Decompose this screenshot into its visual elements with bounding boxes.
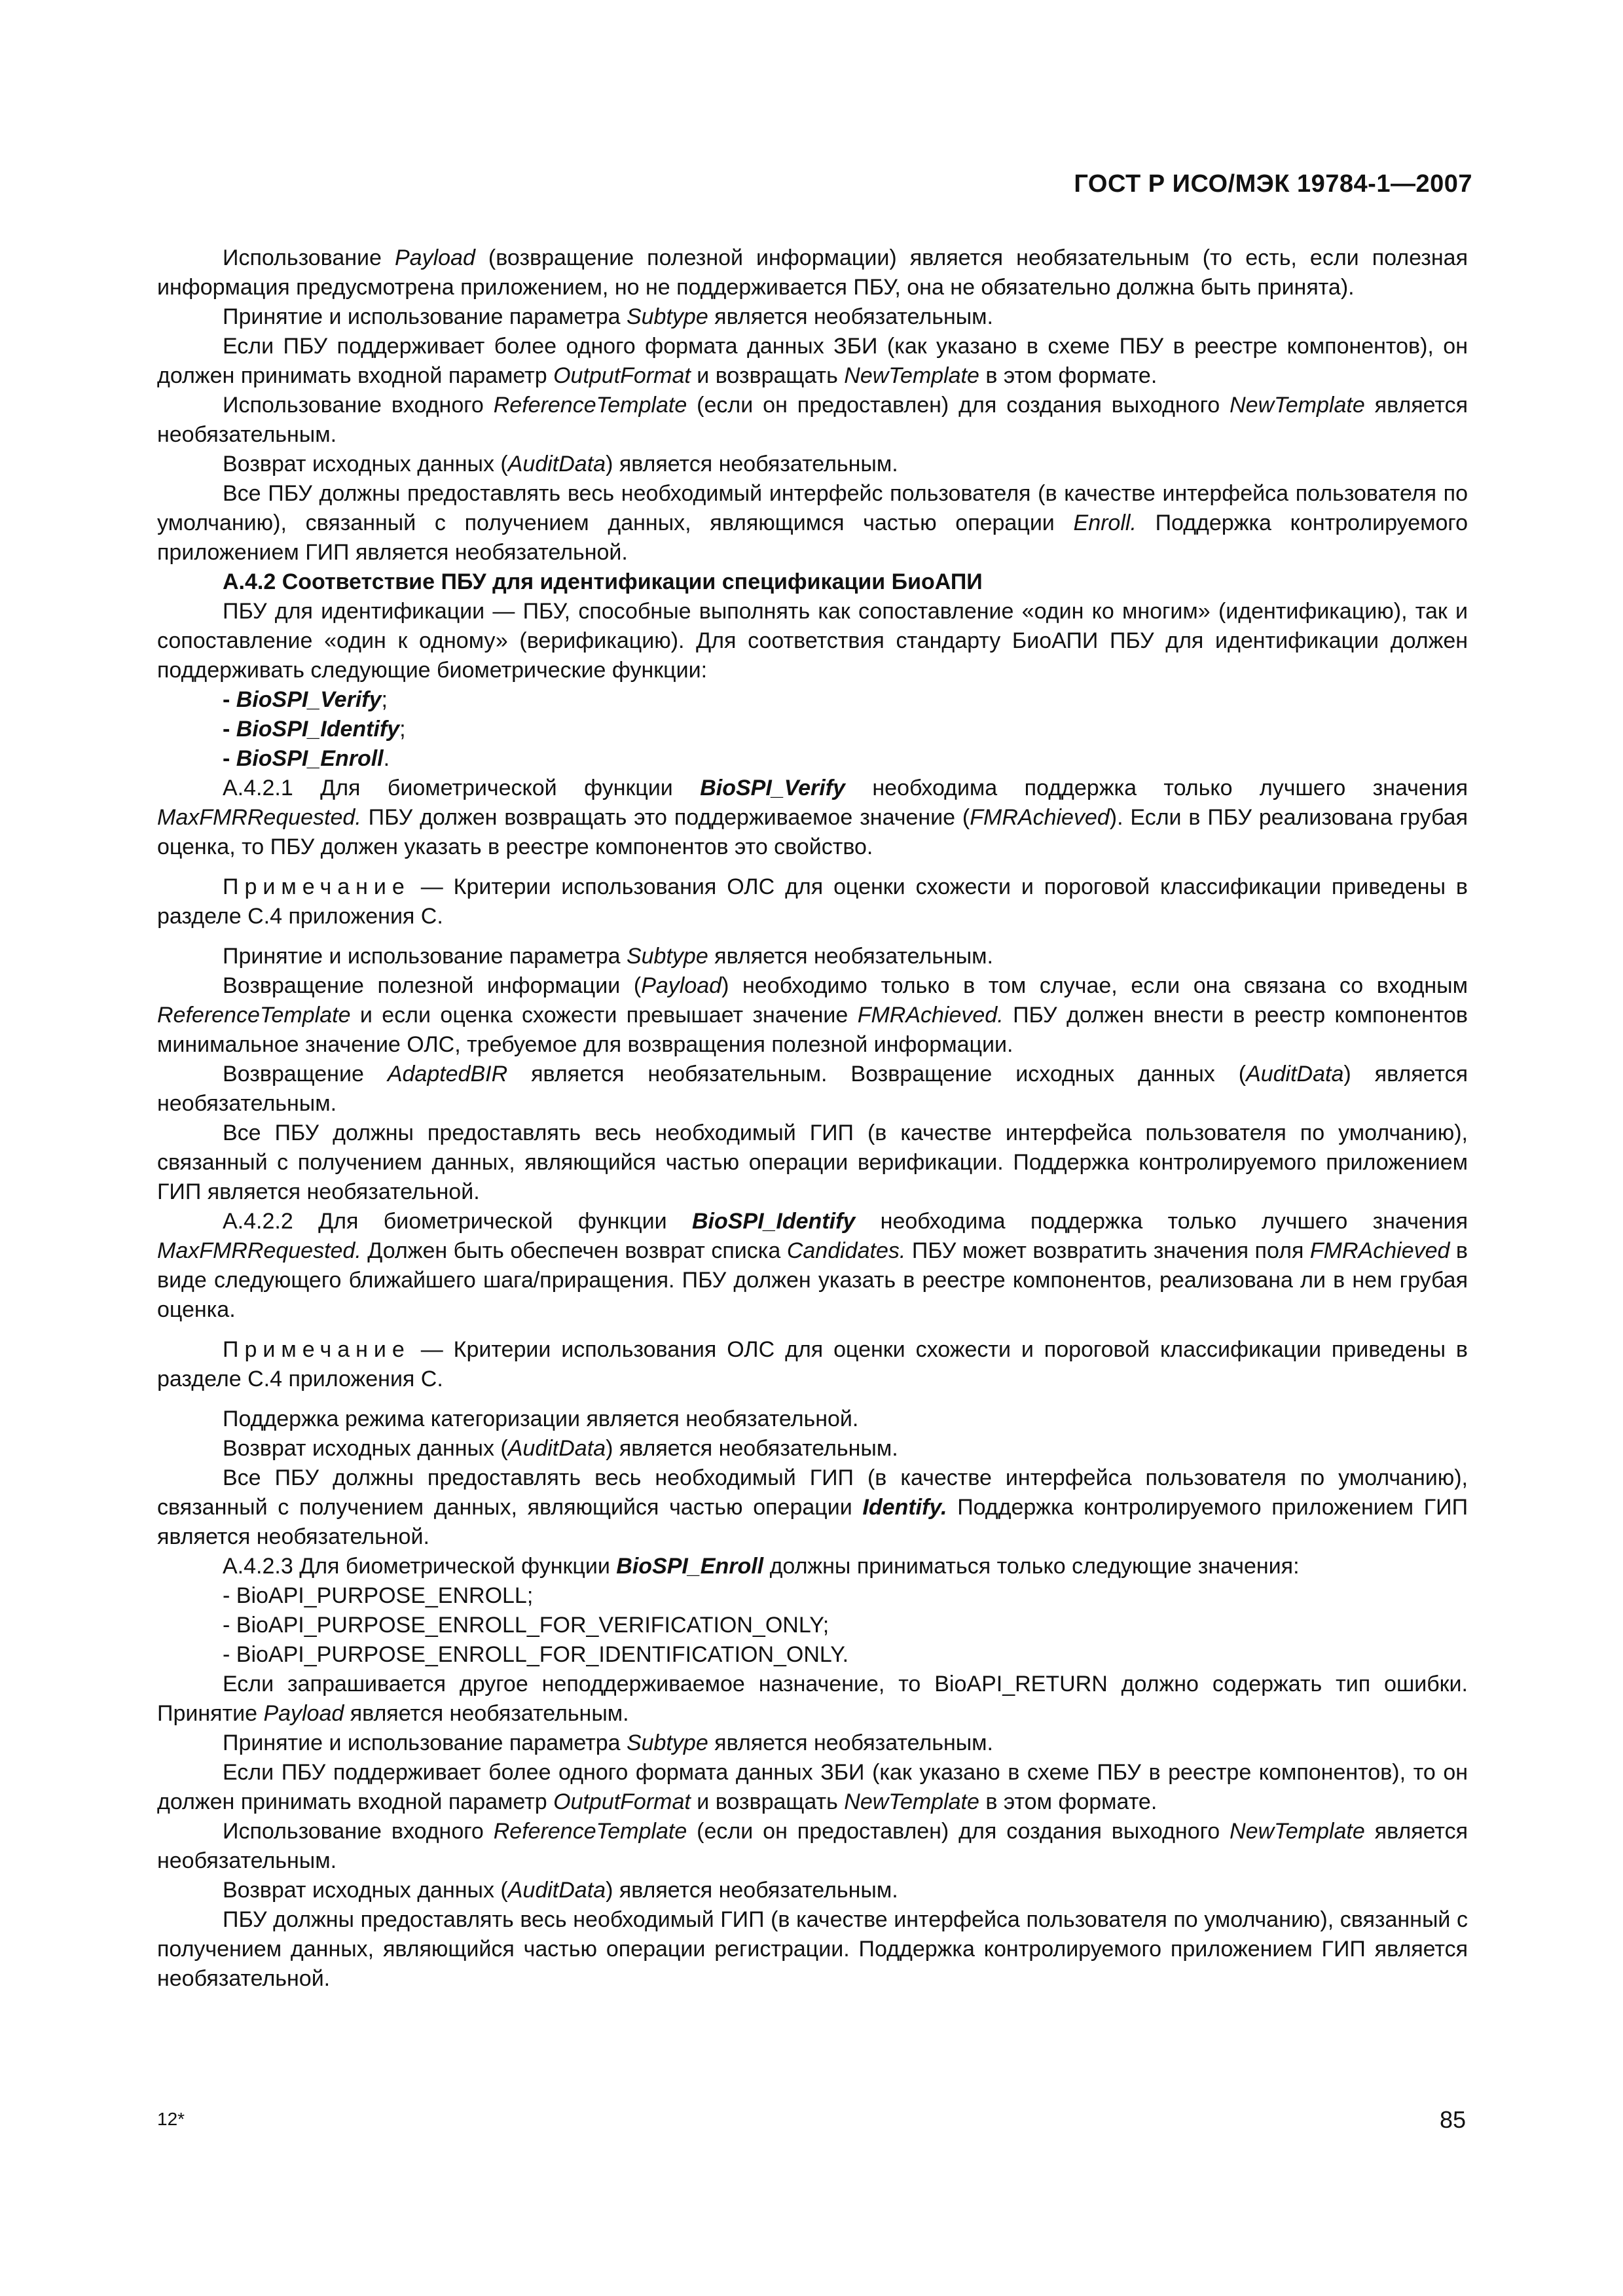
paragraph: А.4.2.3 Для биометрической функции BioSPI_Enroll должны приниматься только следующие значения: — [223, 1554, 1300, 1579]
paragraph: Если ПБУ поддерживает более одного формата данных ЗБИ (как указано в схеме ПБУ в реестре компонентов), он должен принимать входной параметр OutputFormat и возвращать NewTemplate в этом формате. — [157, 334, 1468, 388]
paragraph: Возврат исходных данных (AuditData) является необязательным. — [223, 1878, 898, 1903]
paragraph: А.4.2.1 Для биометрической функции BioSPI_Verify необходима поддержка только лучшего значения MaxFMRRequested. ПБУ должен возвращать это поддерживаемое значение (FMRAchieved). Если в ПБУ реализована грубая оценка, то ПБУ должен указать в реестре компонентов это свойство. — [157, 776, 1468, 859]
standard-header: ГОСТ Р ИСО/МЭК 19784-1—2007 — [1074, 170, 1472, 198]
section-heading: А.4.2 Соответствие ПБУ для идентификации спецификации БиоАПИ — [223, 569, 983, 594]
paragraph: ПБУ должны предоставлять весь необходимый ГИП (в качестве интерфейса пользователя по умолчанию), связанный с получением данных, являющийся частью операции регистрации. Поддержка контролируемого приложением ГИП является необязательной. — [157, 1907, 1468, 1991]
paragraph: Если запрашивается другое неподдерживаемое назначение, то BioAPI_RETURN должно содержать тип ошибки. Принятие Payload является необязательным. — [157, 1672, 1468, 1726]
document-body — [157, 243, 1468, 1994]
paragraph: Принятие и использование параметра Subtype является необязательным. — [223, 944, 993, 969]
paragraph: Если ПБУ поддерживает более одного формата данных ЗБИ (как указано в схеме ПБУ в реестре компонентов), то он должен принимать входной параметр OutputFormat и возвращать NewTemplate в этом формате. — [157, 1760, 1468, 1814]
paragraph: ПБУ для идентификации — ПБУ, способные выполнять как сопоставление «один ко многим» (идентификацию), так и сопоставление «один к одному» (верификацию). Для соответствия стандарту БиоАПИ ПБУ для идентификации должен поддерживать следующие биометрические функции: — [157, 599, 1468, 683]
paragraph: Возвращение полезной информации (Payload) необходимо только в том случае, если она связана со входным ReferenceTemplate и если оценка схожести превышает значение FMRAchieved. ПБУ должен внести в реестр компонентов минимальное значение ОЛС, требуемое для возвращения полезной информации. — [157, 973, 1468, 1057]
paragraph: Использование Payload (возвращение полезной информации) является необязательным (то есть, если полезная информация предусмотрена приложением, но не поддерживается ПБУ, она не обязательно должна быть принята). — [157, 245, 1468, 300]
note: Примечание — Критерии использования ОЛС для оценки схожести и пороговой классификации приведены в разделе С.4 приложения С. — [157, 1337, 1468, 1391]
list-item: - BioAPI_PURPOSE_ENROLL_FOR_VERIFICATION_ONLY; — [223, 1613, 830, 1638]
paragraph: Все ПБУ должны предоставлять весь необходимый интерфейс пользователя (в качестве интерфейса пользователя по умолчанию), связанный с получением данных, являющимся частью операции Enroll. Поддержка контролируемого приложением ГИП является необязательной. — [157, 481, 1468, 565]
paragraph: Принятие и использование параметра Subtype является необязательным. — [223, 304, 993, 329]
list-item: - BioSPI_Verify; — [223, 687, 388, 712]
list-item: - BioSPI_Identify; — [223, 717, 406, 742]
list-item: - BioSPI_Enroll. — [223, 746, 390, 771]
paragraph: Использование входного ReferenceTemplate (если он предоставлен) для создания выходного NewTemplate является необязательным. — [157, 1819, 1468, 1873]
paragraph: А.4.2.2 Для биометрической функции BioSPI_Identify необходима поддержка только лучшего значения MaxFMRRequested. Должен быть обеспечен возврат списка Candidates. ПБУ может возвратить значения поля FMRAchieved в виде следующего ближайшего шага/приращения. ПБУ должен указать в реестре компонентов, реализована ли в нем грубая оценка. — [157, 1209, 1468, 1322]
paragraph: Все ПБУ должны предоставлять весь необходимый ГИП (в качестве интерфейса пользователя по умолчанию), связанный с получением данных, являющийся частью операции верификации. Поддержка контролируемого приложением ГИП является необязательной. — [157, 1121, 1468, 1204]
note: Примечание — Критерии использования ОЛС для оценки схожести и пороговой классификации приведены в разделе С.4 приложения С. — [157, 874, 1468, 929]
list-item: - BioAPI_PURPOSE_ENROLL; — [223, 1583, 534, 1608]
paragraph: Принятие и использование параметра Subtype является необязательным. — [223, 1731, 993, 1755]
list-item: - BioAPI_PURPOSE_ENROLL_FOR_IDENTIFICATION_ONLY. — [223, 1642, 849, 1667]
paragraph: Все ПБУ должны предоставлять весь необходимый ГИП (в качестве интерфейса пользователя по умолчанию), связанный с получением данных, являющийся частью операции Identify. Поддержка контролируемого приложением ГИП является необязательной. — [157, 1465, 1468, 1549]
sheet-mark: 12* — [157, 2109, 185, 2129]
page-number: 85 — [1439, 2106, 1466, 2133]
paragraph: Поддержка режима категоризации является необязательной. — [223, 1407, 859, 1431]
paragraph: Возвращение AdaptedBIR является необязательным. Возвращение исходных данных (AuditData) является необязательным. — [157, 1062, 1468, 1116]
paragraph: Возврат исходных данных (AuditData) является необязательным. — [223, 1436, 898, 1461]
paragraph: Возврат исходных данных (AuditData) является необязательным. — [223, 452, 898, 476]
paragraph: Использование входного ReferenceTemplate (если он предоставлен) для создания выходного NewTemplate является необязательным. — [157, 393, 1468, 447]
